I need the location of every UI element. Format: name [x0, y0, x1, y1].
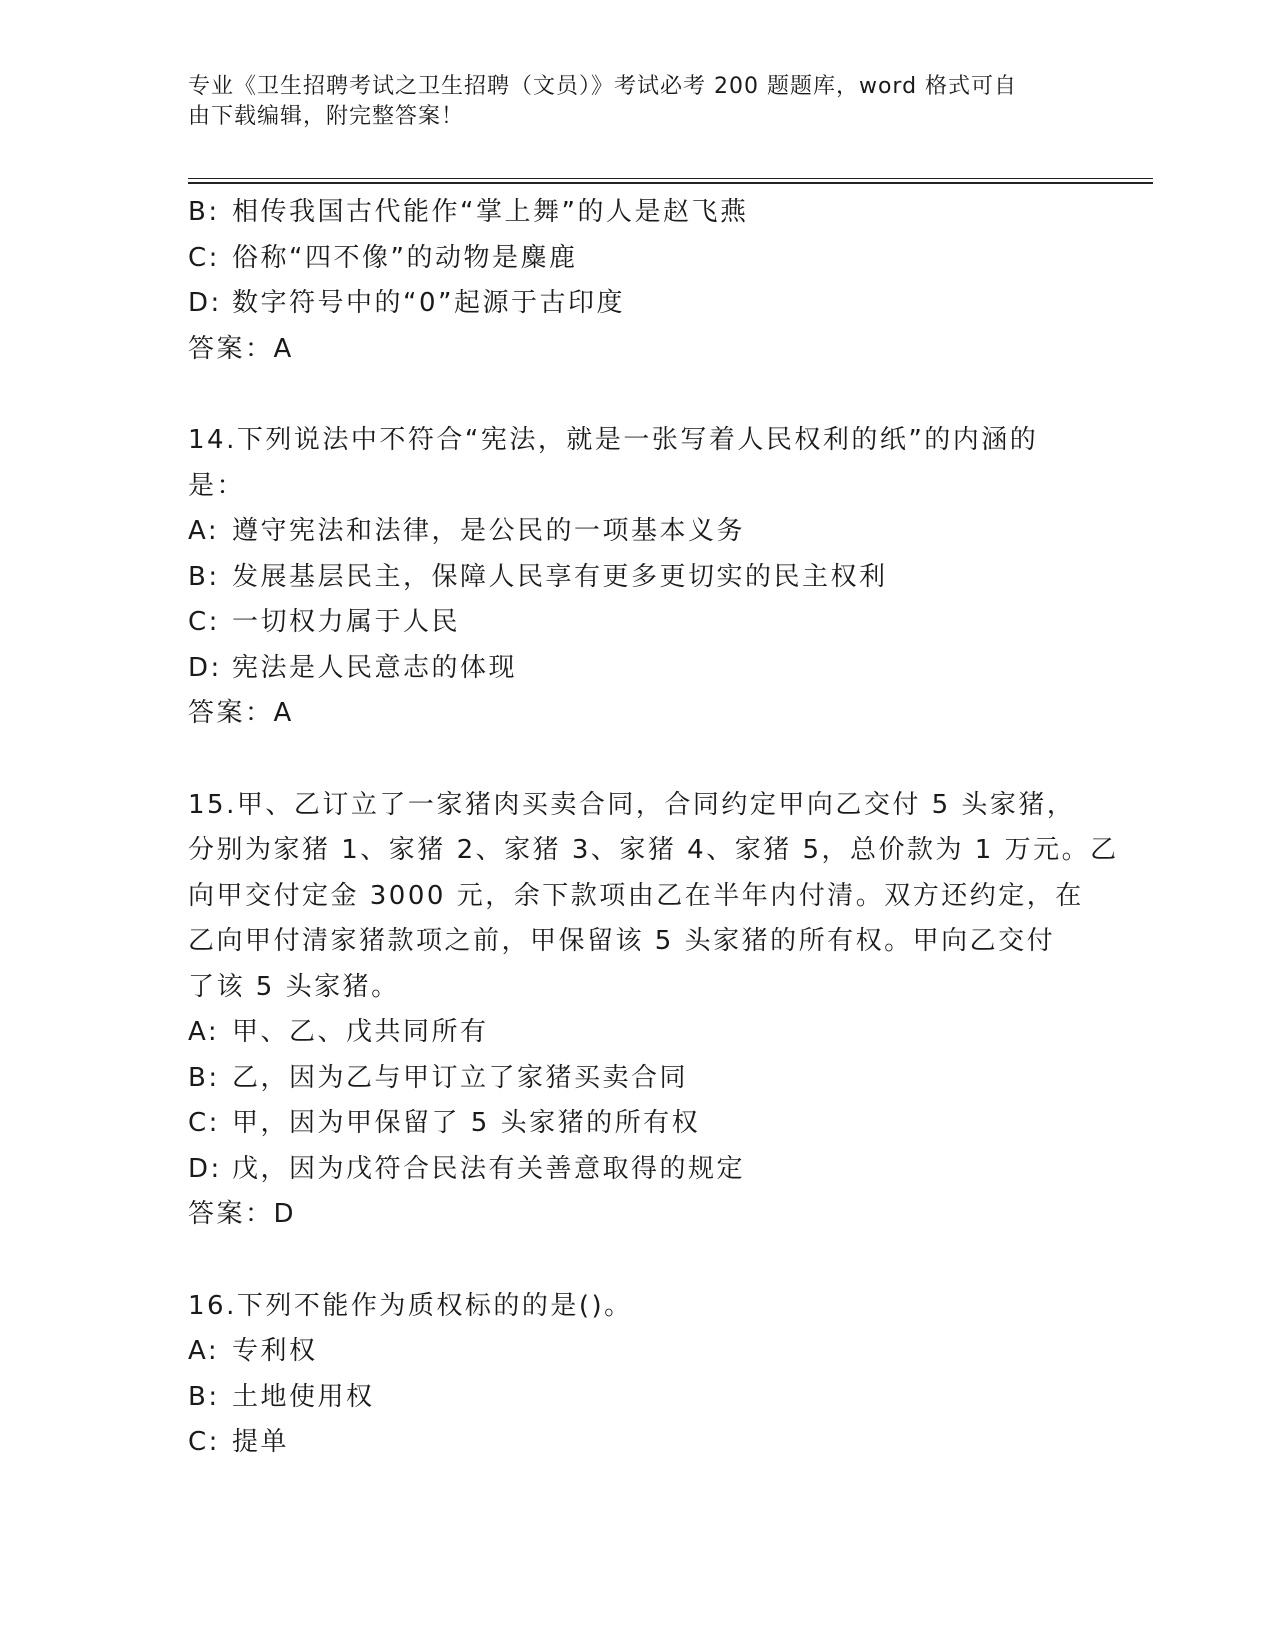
spacer: [188, 1238, 1088, 1284]
question-14-block: [188, 418, 1088, 737]
header-line-2: 由下载编辑，附完整答案！: [188, 104, 465, 129]
option-key: B:: [188, 197, 220, 227]
option-d: [188, 281, 1088, 327]
document-header: [188, 72, 1078, 132]
option-key: B:: [188, 1062, 220, 1093]
header-divider-thick: [188, 182, 1153, 184]
question-text-line: 分别为家猪 1、家猪 2、家猪 3、家猪 4、家猪 5，总价款为 1 万元。乙: [188, 835, 1119, 865]
option-key: A:: [188, 1336, 220, 1366]
option-text: 提单: [232, 1427, 290, 1457]
spacer: [188, 372, 1088, 418]
option-d: [188, 646, 1088, 692]
question-13-block: [188, 190, 1088, 372]
answer-line: 答案：A: [188, 333, 294, 364]
header-line-1: 专业《卫生招聘考试之卫生招聘（文员）》考试必考 200 题题库，word 格式可自: [188, 74, 1018, 99]
question-text-line: 了该 5 头家猪。: [188, 971, 400, 1002]
option-text: 宪法是人民意志的体现: [232, 652, 518, 683]
option-text: 数字符号中的“0”起源于古印度: [232, 288, 625, 318]
option-key: D:: [188, 652, 222, 683]
option-key: D:: [188, 288, 222, 318]
option-a: [188, 1010, 1088, 1056]
option-key: A:: [188, 1017, 220, 1047]
option-c: [188, 600, 1088, 646]
option-b: [188, 1056, 1088, 1102]
header-divider-thin: [188, 178, 1153, 179]
spacer: [188, 737, 1088, 783]
question-text-line: 向甲交付定金 3000 元，余下款项由乙在半年内付清。双方还约定，在: [188, 880, 1084, 911]
option-key: C:: [188, 242, 220, 273]
option-text: 甲，因为甲保留了 5 头家猪的所有权: [232, 1108, 701, 1138]
option-b: [188, 190, 1088, 236]
option-text: 甲、乙、戊共同所有: [232, 1017, 489, 1047]
question-text-line: 是：: [188, 470, 246, 501]
option-text: 专利权: [232, 1336, 318, 1366]
option-c: [188, 1101, 1088, 1147]
option-key: D:: [188, 1153, 222, 1184]
option-key: A:: [188, 516, 220, 546]
answer-line: 答案：D: [188, 1199, 297, 1229]
option-text: 乙，因为乙与甲订立了家猪买卖合同: [232, 1062, 689, 1093]
option-text: 相传我国古代能作“掌上舞”的人是赵飞燕: [232, 197, 749, 227]
option-b: [188, 1375, 1088, 1421]
question-text-line: 15.甲、乙订立了一家猪肉买卖合同，合同约定甲向乙交付 5 头家猪，: [188, 789, 1076, 820]
question-text-line: 16.下列不能作为质权标的的是()。: [188, 1290, 633, 1321]
option-text: 遵守宪法和法律，是公民的一项基本义务: [232, 516, 746, 546]
option-key: C:: [188, 1427, 220, 1457]
question-text-line: 14.下列说法中不符合“宪法，就是一张写着人民权利的纸”的内涵的: [188, 425, 1039, 455]
option-text: 一切权力属于人民: [232, 607, 461, 637]
option-text: 俗称“四不像”的动物是麋鹿: [232, 242, 578, 273]
document-body: [188, 190, 1119, 1466]
option-text: 发展基层民主，保障人民享有更多更切实的民主权利: [232, 561, 888, 592]
option-text: 戊，因为戊符合民法有关善意取得的规定: [232, 1153, 746, 1184]
option-text: 土地使用权: [232, 1381, 375, 1412]
option-a: [188, 1329, 1088, 1375]
option-key: C:: [188, 1108, 220, 1138]
question-16-block: [188, 1284, 1088, 1466]
option-key: C:: [188, 607, 220, 637]
option-d: [188, 1147, 1088, 1193]
option-a: [188, 509, 1088, 555]
question-text-line: 乙向甲付清家猪款项之前，甲保留该 5 头家猪的所有权。甲向乙交付: [188, 926, 1056, 956]
option-b: [188, 555, 1088, 601]
option-key: B:: [188, 1381, 220, 1412]
option-key: B:: [188, 561, 220, 592]
answer-line: 答案：A: [188, 698, 294, 728]
question-15-block: [188, 783, 1119, 1238]
option-c: [188, 1420, 1088, 1466]
option-c: [188, 236, 1088, 282]
